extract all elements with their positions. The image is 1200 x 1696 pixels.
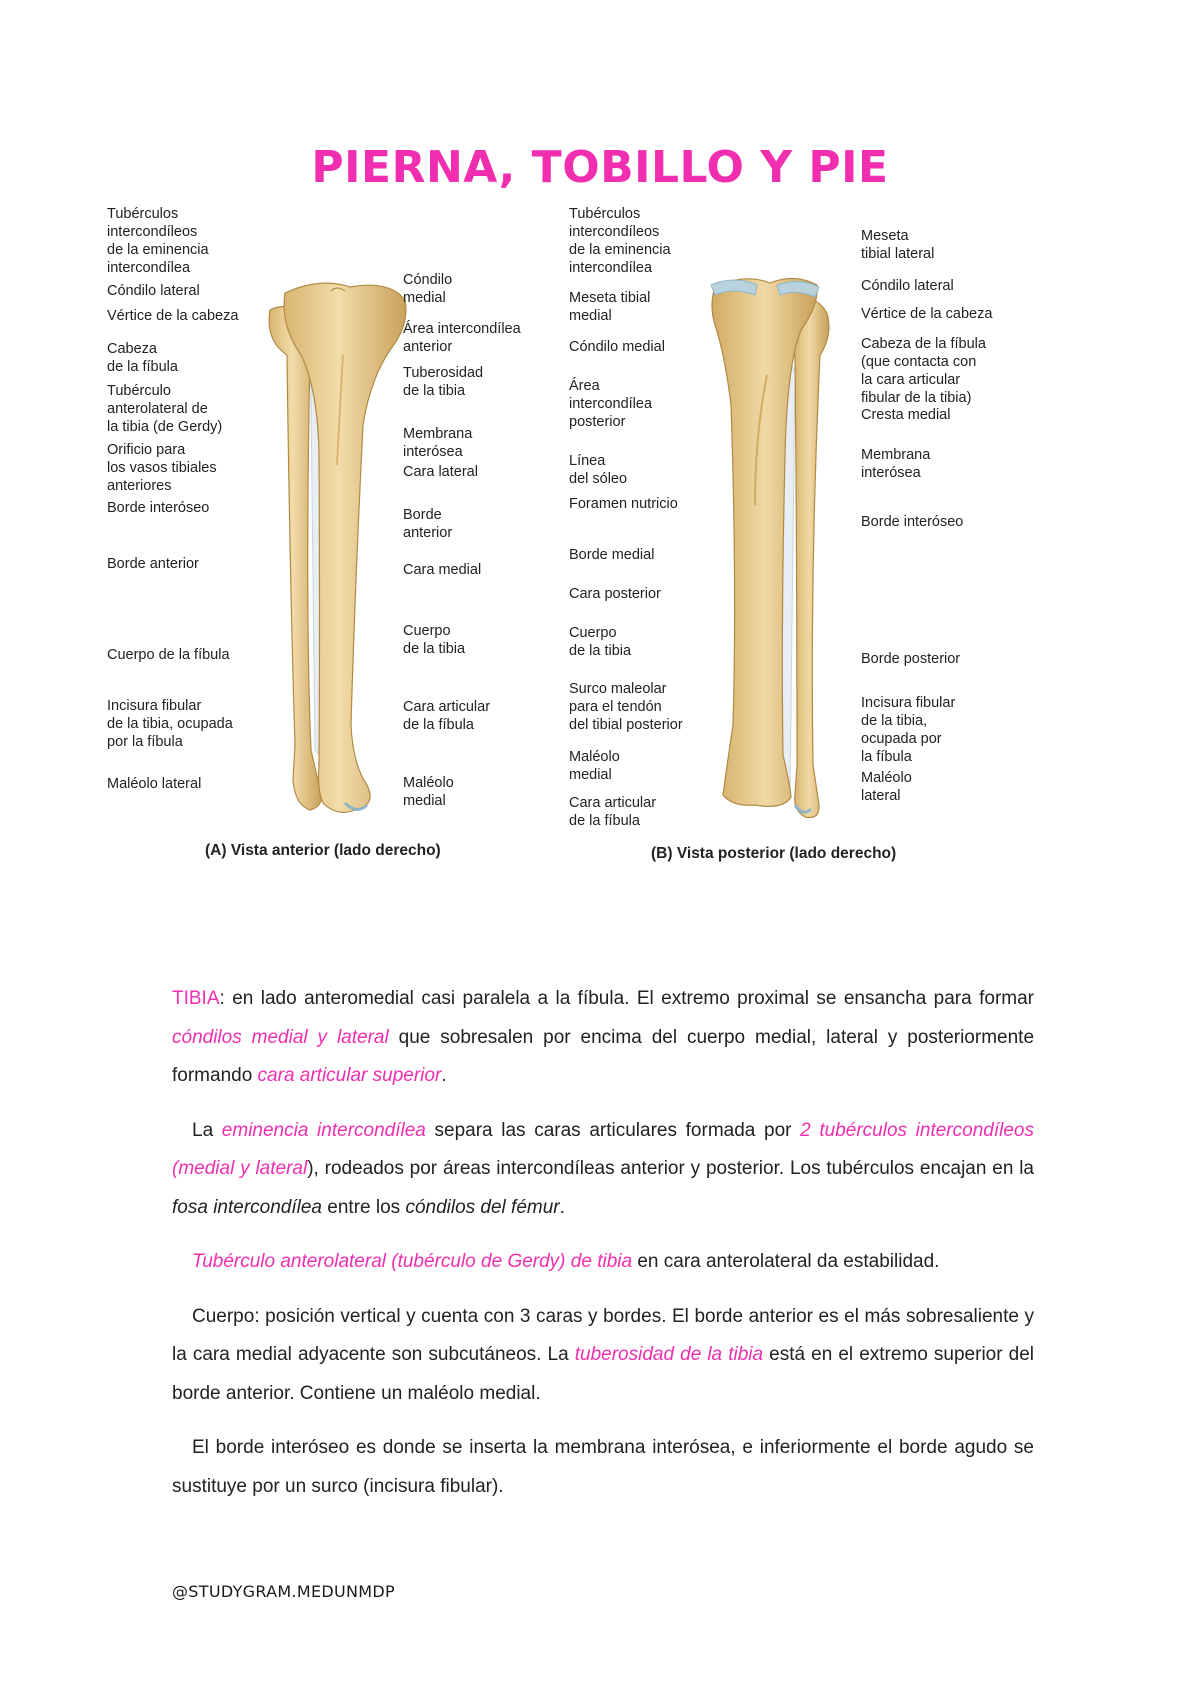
term-condilos-femur: cóndilos del fémur	[405, 1196, 560, 1218]
label-borde-anterior: Borde anterior	[107, 556, 199, 572]
label-cara-lateral: Cara lateral	[403, 464, 478, 480]
label-membrana-interosea: Membrana interósea	[403, 426, 473, 460]
term-condilos: cóndilos medial y lateral	[172, 1026, 389, 1048]
label-condilo-lateral: Cóndilo lateral	[107, 283, 200, 299]
paragraph-borde-interoseo	[172, 1429, 1034, 1506]
label-vertice-cabeza: Vértice de la cabeza	[107, 308, 239, 324]
label-tuberculos-intercondileos: Tubérculos intercondíleos de la eminencia intercondílea	[107, 206, 209, 276]
figure-posterior-view	[569, 205, 1125, 945]
label-orificio-vasos: Orificio para los vasos tibiales anteriores	[107, 442, 217, 494]
label-cresta-medial: Cresta medial	[861, 407, 951, 423]
term-tibia: TIBIA	[172, 988, 220, 1009]
label-cara-medial: Cara medial	[403, 562, 482, 578]
text-run: .	[441, 1065, 447, 1086]
label-borde-interoseo: Borde interóseo	[107, 500, 210, 516]
label-condilo-medial: Cóndilo medial	[403, 272, 453, 306]
text-run: El borde interóseo es donde se inserta la membrana interósea, e inferiormente el borde agudo se sustituye por un surco (incisura fibular).	[172, 1437, 1034, 1497]
label-linea-soleo: Línea del sóleo	[569, 453, 628, 487]
text-run: La	[192, 1119, 222, 1141]
term-cara-articular-superior: cara articular superior	[257, 1065, 442, 1086]
body-text	[172, 980, 1034, 1522]
label-maleolo-medial: Maléolo medial	[403, 775, 454, 809]
label-surco-maleolar: Surco maleolar para el tendón del tibial posterior	[569, 681, 683, 733]
text-run: : en lado anteromedial casi paralela a la fíbula. El extremo proximal se ensancha para formar	[219, 988, 1034, 1009]
text-run: está en el extremo superior del borde anterior. Contiene un maléolo medial.	[172, 1344, 1034, 1404]
term-tuberculos-intercondileos: 2 tubérculos intercondíleos (medial y lateral	[172, 1119, 1034, 1179]
term-tuberosidad-tibia: tuberosidad de la tibia	[574, 1344, 764, 1365]
label-cuerpo-fibula: Cuerpo de la fíbula	[107, 647, 230, 663]
label-area-intercondilea-anterior: Área intercondílea anterior	[403, 321, 521, 355]
label-borde-medial: Borde medial	[569, 547, 655, 563]
label-meseta-tibial-medial: Meseta tibial medial	[569, 290, 651, 324]
footer-handle: @STUDYGRAM.MEDUNMDP	[172, 1582, 395, 1601]
label-cuerpo-tibia: Cuerpo de la tibia	[403, 623, 466, 657]
label-cara-articular-fibula-post: Cara articular de la fíbula	[569, 795, 657, 829]
paragraph-gerdy	[172, 1243, 1034, 1282]
label-condilo-medial-post: Cóndilo medial	[569, 339, 665, 355]
term-fosa-intercondilea: fosa intercondílea	[172, 1196, 322, 1218]
page-title: PIERNA, TOBILLO Y PIE	[311, 142, 889, 193]
label-tuberculo-gerdy: Tubérculo anterolateral de la tibia (de Gerdy)	[107, 383, 223, 435]
label-borde-interoseo-post: Borde interóseo	[861, 514, 964, 530]
paragraph-cuerpo	[172, 1298, 1034, 1414]
label-borde-anterior-tibia: Borde anterior	[403, 507, 453, 541]
label-cuerpo-tibia-post: Cuerpo de la tibia	[569, 625, 632, 659]
text-run: que sobresalen por encima del cuerpo medial, lateral y posteriormente formando	[172, 1026, 1035, 1086]
label-incisura-fibular-post: Incisura fibular de la tibia, ocupada por la fíbula	[861, 695, 956, 765]
label-condilo-lateral-post: Cóndilo lateral	[861, 278, 954, 294]
text-run: entre los	[322, 1196, 406, 1218]
text-run: separa las caras articulares formada por	[425, 1119, 801, 1141]
label-area-intercondilea-posterior: Área intercondílea posterior	[569, 378, 653, 430]
label-borde-posterior: Borde posterior	[861, 651, 961, 667]
caption-anterior-view: (A) Vista anterior (lado derecho)	[205, 842, 441, 859]
label-cabeza-fibula-post: Cabeza de la fíbula (que contacta con la cara articular fibular de la tibia)	[861, 336, 986, 406]
label-vertice-cabeza-post: Vértice de la cabeza	[861, 306, 993, 322]
label-foramen-nutricio: Foramen nutricio	[569, 496, 678, 512]
label-cara-posterior: Cara posterior	[569, 586, 661, 602]
label-tuberosidad-tibia: Tuberosidad de la tibia	[403, 365, 484, 399]
label-cabeza-fibula: Cabeza de la fíbula	[107, 341, 178, 375]
label-maleolo-lateral-post: Maléolo lateral	[861, 770, 912, 804]
term-tuberculo-gerdy: Tubérculo anterolateral (tubérculo de Gerdy) de tibia	[192, 1251, 633, 1272]
paragraph-eminencia	[172, 1112, 1034, 1228]
term-eminencia-intercondilea: eminencia intercondílea	[221, 1119, 426, 1141]
label-cara-articular-fibula: Cara articular de la fíbula	[403, 699, 491, 733]
text-run: en cara anterolateral da estabilidad.	[632, 1251, 940, 1272]
label-maleolo-medial-post: Maléolo medial	[569, 749, 620, 783]
label-tuberculos-intercondileos-post: Tubérculos intercondíleos de la eminencia intercondílea	[569, 206, 671, 276]
label-incisura-fibular: Incisura fibular de la tibia, ocupada por la fíbula	[107, 698, 233, 750]
paragraph-tibia	[172, 980, 1034, 1096]
text-run: ), rodeados por áreas intercondíleas anterior y posterior. Los tubérculos encajan en la	[307, 1158, 1034, 1179]
text-run: .	[559, 1196, 565, 1218]
label-maleolo-lateral: Maléolo lateral	[107, 776, 202, 792]
label-membrana-interosea-post: Membrana interósea	[861, 447, 931, 481]
caption-posterior-view: (B) Vista posterior (lado derecho)	[651, 845, 897, 862]
label-meseta-tibial-lateral: Meseta tibial lateral	[861, 228, 935, 262]
text-run: Cuerpo: posición vertical y cuenta con 3 caras y bordes. El borde anterior es el más sobresaliente y la cara medial adyacente son subcutáneos. La	[172, 1305, 1034, 1365]
